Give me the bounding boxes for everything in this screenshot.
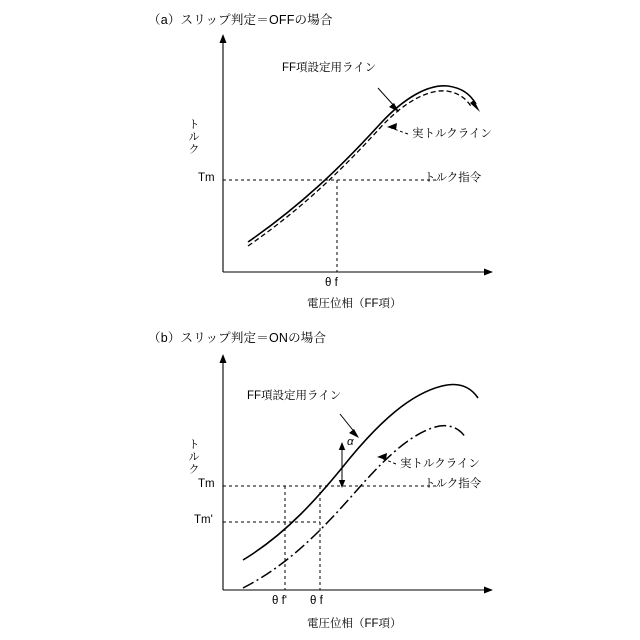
panel-b-x-axis-title: 電圧位相（FF項） xyxy=(307,618,402,630)
panel-b-plot xyxy=(0,318,640,640)
panel-a-ff-line xyxy=(248,86,476,242)
panel-b-ff-line-label: FF項設定用ライン xyxy=(247,390,342,402)
panel-b-actual-line xyxy=(243,426,466,588)
panel-b-y-axis-title: トルク xyxy=(187,438,199,476)
panel-b-torque-command-label: トルク指令 xyxy=(424,478,482,490)
panel-b-x-tick-thetaf-prime: θ f' xyxy=(272,595,287,607)
panel-a-actual-line xyxy=(248,91,472,246)
panel-a-x-tick-thetaf: θ f xyxy=(325,277,338,289)
panel-a-y-tick-tm: Tm xyxy=(198,172,215,184)
panel-b-alpha-gap-arrow-top xyxy=(339,442,345,450)
panel-a-x-axis-arrow xyxy=(484,269,493,276)
panel-b-alpha-gap-arrow-bottom xyxy=(339,480,345,488)
panel-a-y-axis-arrow xyxy=(220,34,227,43)
panel-b-ff-line xyxy=(243,385,478,561)
panel-b-alpha-label: α xyxy=(347,436,354,448)
panel-b-x-tick-thetaf: θ f xyxy=(310,595,323,607)
panel-b-actual-line-label: 実トルクライン xyxy=(400,458,480,470)
panel-b-caption: （b）スリップ判定＝ONの場合 xyxy=(148,331,327,345)
panel-b-y-tick-tm: Tm xyxy=(198,478,215,490)
panel-b-y-tick-tm-prime: Tm' xyxy=(194,514,213,526)
panel-a-actual-line-label: 実トルクライン xyxy=(412,128,492,140)
panel-b-actual-label-leader-arrow xyxy=(377,453,387,460)
panel-a-x-axis-title: 電圧位相（FF項） xyxy=(307,298,402,310)
panel-a-actual-label-leader-arrow xyxy=(387,123,397,130)
panel-a-caption: （a）スリップ判定＝OFFの場合 xyxy=(148,13,333,27)
panel-b xyxy=(0,318,640,640)
panel-a-torque-command-label: トルク指令 xyxy=(424,172,482,184)
panel-a-ff-line-label: FF項設定用ライン xyxy=(282,62,377,74)
panel-a-y-axis-title: トルク xyxy=(187,118,199,156)
panel-b-y-axis-arrow xyxy=(220,354,227,363)
panel-b-x-axis-arrow xyxy=(484,587,493,594)
